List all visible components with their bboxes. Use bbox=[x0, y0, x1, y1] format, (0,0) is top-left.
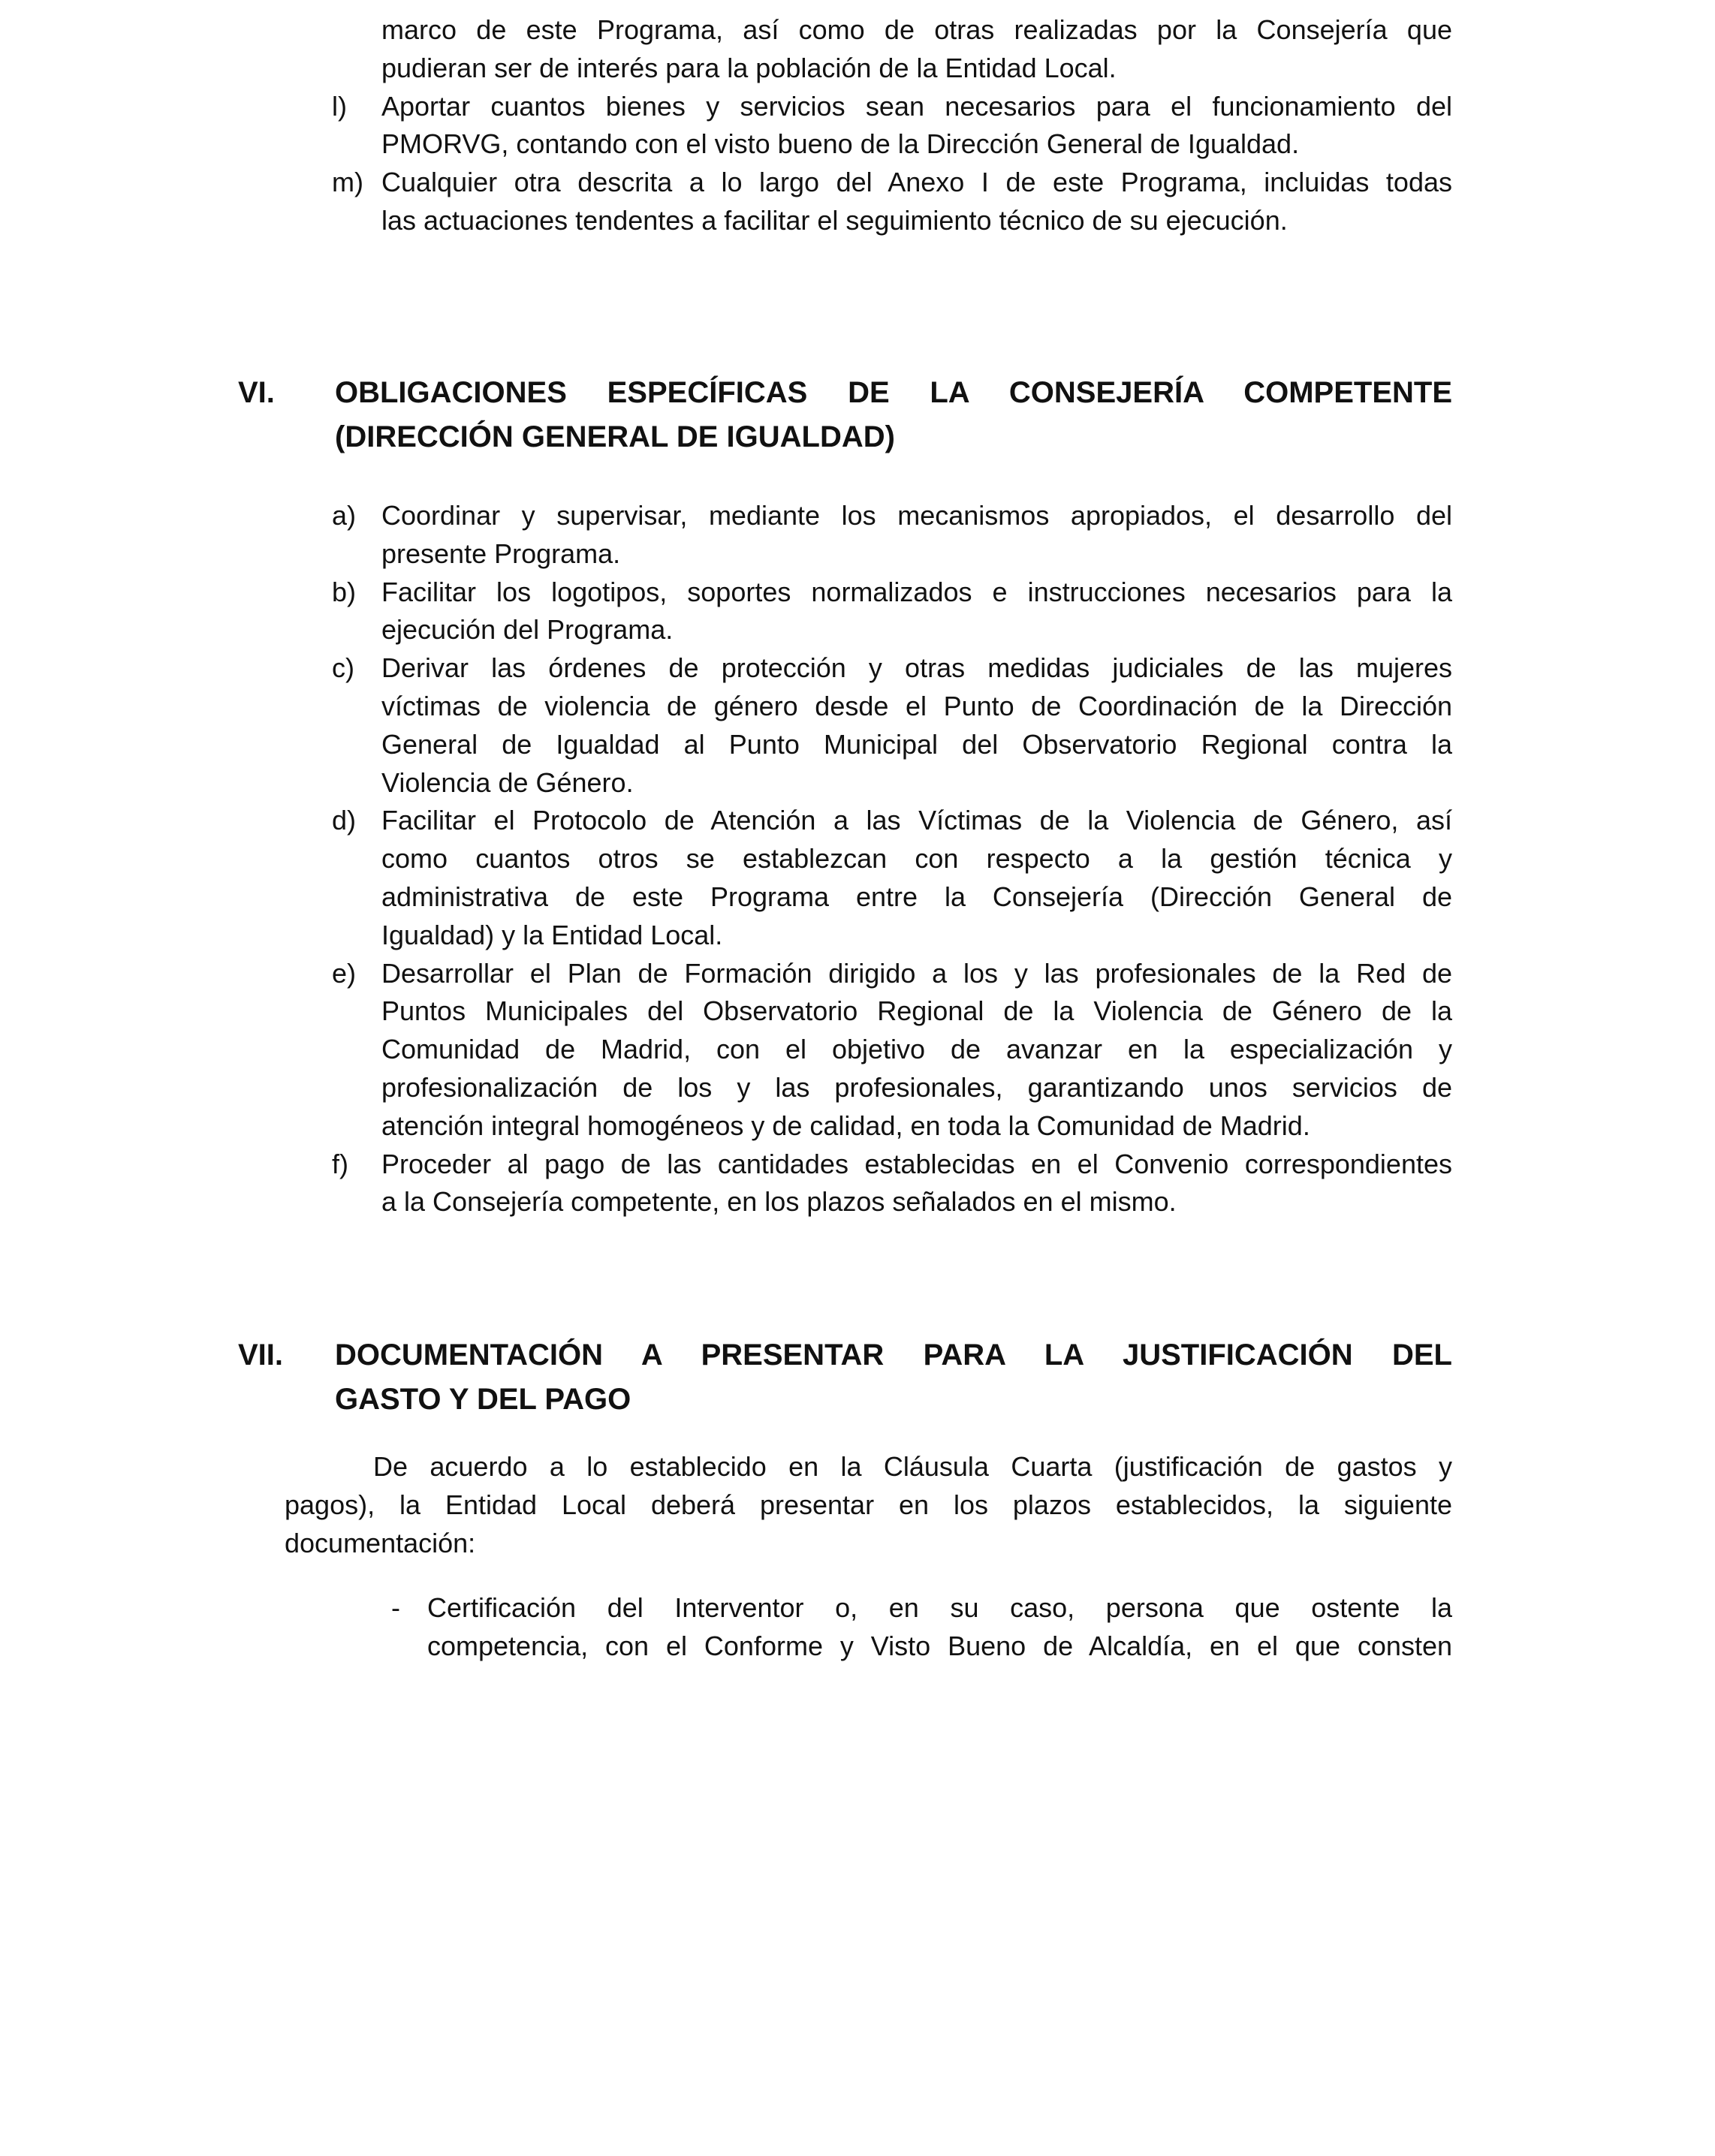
section-title-line: GASTO Y DEL PAGO bbox=[335, 1383, 631, 1416]
item-label: d) bbox=[332, 805, 357, 836]
section-heading bbox=[238, 371, 1452, 459]
text-line: PMORVG, contando con el visto bueno de la Dirección General de Igualdad. bbox=[381, 128, 1300, 160]
text-line: Aportar cuantos bienes y servicios sean necesarios para el funcionamiento del bbox=[381, 90, 1452, 122]
item-label: b) bbox=[332, 576, 357, 607]
text-line: Proceder al pago de las cantidades establecidas en el Convenio correspondientes bbox=[381, 1148, 1452, 1179]
section-title-line: DOCUMENTACIÓN A PRESENTAR PARA LA JUSTIFICACIÓN DEL bbox=[335, 1338, 1452, 1372]
item-label: f) bbox=[332, 1148, 348, 1179]
text-line: De acuerdo a lo establecido en la Cláusula Cuarta (justificación de gastos y bbox=[373, 1451, 1452, 1482]
text-line: pagos), la Entidad Local deberá presentar en los plazos establecidos, la siguiente bbox=[285, 1489, 1452, 1520]
list-item bbox=[427, 1589, 1452, 1666]
text-line: Violencia de Género. bbox=[381, 766, 634, 798]
list-item bbox=[381, 164, 1452, 240]
text-line: marco de este Programa, así como de otras realizadas por la Consejería que bbox=[381, 14, 1452, 45]
text-line: Facilitar el Protocolo de Atención a las Víctimas de la Violencia de Género, así bbox=[381, 805, 1452, 836]
text-line: a la Consejería competente, en los plazos señalados en el mismo. bbox=[381, 1186, 1177, 1218]
section-number: VII. bbox=[238, 1338, 284, 1372]
text-line: profesionalización de los y las profesionales, garantizando unos servicios de bbox=[381, 1071, 1452, 1103]
section-title bbox=[335, 1333, 1452, 1422]
text-line: Facilitar los logotipos, soportes normalizados e instrucciones necesarios para la bbox=[381, 576, 1452, 607]
text-line: Coordinar y supervisar, mediante los mecanismos apropiados, el desarrollo del bbox=[381, 500, 1452, 531]
list-item bbox=[381, 1146, 1452, 1222]
text-line: documentación: bbox=[285, 1527, 476, 1558]
list-item bbox=[381, 649, 1452, 802]
section-title-line: (DIRECCIÓN GENERAL DE IGUALDAD) bbox=[335, 420, 895, 453]
text-line: General de Igualdad al Punto Municipal del Observatorio Regional contra la bbox=[381, 728, 1452, 760]
text-line: competencia, con el Conforme y Visto Bueno de Alcaldía, en el que consten bbox=[427, 1630, 1452, 1661]
text-line: Cualquier otra descrita a lo largo del Anexo I de este Programa, incluidas todas bbox=[381, 167, 1452, 198]
text-line: Derivar las órdenes de protección y otras medidas judiciales de las mujeres bbox=[381, 652, 1452, 684]
item-label: l) bbox=[332, 90, 347, 122]
section-number: VI. bbox=[238, 376, 275, 409]
text-line: víctimas de violencia de género desde el Punto de Coordinación de la Dirección bbox=[381, 690, 1452, 721]
text-line: las actuaciones tendentes a facilitar el seguimiento técnico de su ejecución. bbox=[381, 204, 1288, 236]
section-title-line: OBLIGACIONES ESPECÍFICAS DE LA CONSEJERÍA COMPETENTE bbox=[335, 376, 1452, 409]
text-line: como cuantos otros se establezcan con respecto a la gestión técnica y bbox=[381, 843, 1452, 875]
text-line: Comunidad de Madrid, con el objetivo de avanzar en la especialización y bbox=[381, 1034, 1452, 1065]
text-line: atención integral homogéneos y de calidad, en toda la Comunidad de Madrid. bbox=[381, 1110, 1310, 1141]
list-item bbox=[381, 497, 1452, 574]
list-item bbox=[381, 955, 1452, 1146]
paragraph bbox=[285, 1448, 1452, 1562]
item-label: a) bbox=[332, 500, 357, 531]
list-item bbox=[381, 574, 1452, 650]
text-line: ejecución del Programa. bbox=[381, 614, 674, 646]
item-label: e) bbox=[332, 957, 357, 989]
text-line: Puntos Municipales del Observatorio Regional de la Violencia de Género de la bbox=[381, 995, 1452, 1027]
list-item bbox=[381, 88, 1452, 164]
text-line: administrativa de este Programa entre la Consejería (Dirección General de bbox=[381, 881, 1452, 912]
text-line: Certificación del Interventor o, en su caso, persona que ostente la bbox=[427, 1592, 1452, 1623]
text-line: Igualdad) y la Entidad Local. bbox=[381, 919, 723, 950]
item-label: m) bbox=[332, 167, 363, 198]
list-item bbox=[381, 802, 1452, 954]
text-line: presente Programa. bbox=[381, 537, 621, 569]
item-label: c) bbox=[332, 652, 354, 684]
list-item bbox=[381, 11, 1452, 88]
text-line: pudieran ser de interés para la población de la Entidad Local. bbox=[381, 52, 1117, 83]
text-line: Desarrollar el Plan de Formación dirigido a los y las profesionales de la Red de bbox=[381, 957, 1452, 989]
section-title bbox=[335, 371, 1452, 459]
item-label: - bbox=[391, 1592, 400, 1623]
section-heading bbox=[238, 1333, 1452, 1422]
